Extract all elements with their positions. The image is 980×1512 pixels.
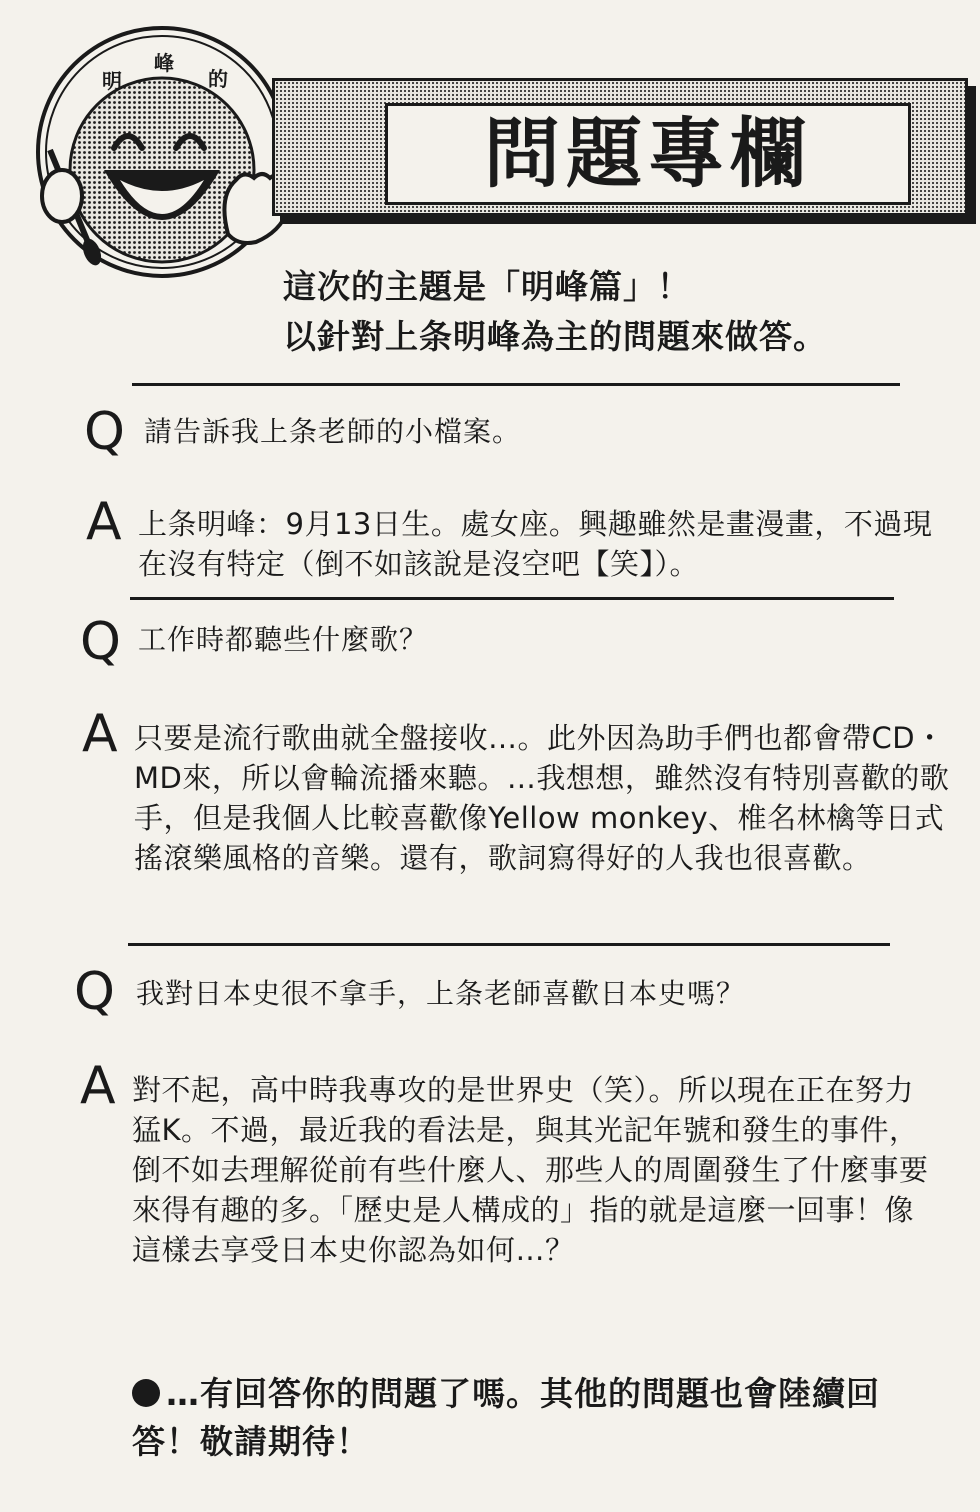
q-marker: Q [80,612,121,672]
q-marker: Q [74,962,115,1022]
question-2: 工作時都聽些什麼歌？ [138,623,429,656]
title-panel [385,103,911,205]
answer-2: 只要是流行歌曲就全盤接收…。此外因為助手們也都會帶CD・MD來，所以會輪流播來聽。…我想想，雖然沒有特別喜歡的歌手，但是我個人比較喜歡像Yellow monkey、椎名林檎等日式搖滾樂風格的音樂。還有，歌詞寫得好的人我也很喜歡。 [134,721,950,875]
intro-text [283,262,923,362]
title-banner [272,78,968,216]
closing-text: …有回答你的問題了嗎。其他的問題也會陸續回答！敬請期待！ [132,1374,880,1461]
intro-line-2: 以針對上条明峰為主的問題來做答。 [283,317,827,356]
badge-label-1: 明 [102,69,122,93]
badge-label-3: 的 [208,67,228,91]
divider [132,383,900,386]
mascot-badge [22,20,302,290]
answer-3: 對不起，高中時我專攻的是世界史（笑）。所以現在正在努力猛K。不過，最近我的看法是，與其光記年號和發生的事件，倒不如去理解從前有些什麼人、那些人的周圍發生了什麼事要來得有趣的多。「歷史是人構成的」指的就是這麼一回事！像這樣去享受日本史你認為如何…？ [132,1073,929,1267]
a-marker: A [86,492,122,552]
q-marker: Q [84,402,125,462]
smiley-mascot-icon [22,20,302,290]
a-marker: A [82,704,118,764]
divider [128,943,890,946]
badge-label-2: 峰 [154,51,174,75]
question-3: 我對日本史很不拿手，上条老師喜歡日本史嗎？ [136,977,746,1010]
closing-note [132,1370,892,1466]
page-title: 問題專欄 [484,109,812,198]
answer-1: 上条明峰：9月13日生。處女座。興趣雖然是畫漫畫，不過現在沒有特定（倒不如該說是沒空吧【笑】）。 [138,507,933,581]
question-1: 請告訴我上条老師的小檔案。 [144,415,522,448]
intro-line-1: 這次的主題是「明峰篇」！ [283,267,691,306]
divider [130,597,894,600]
a-marker: A [80,1056,116,1116]
bullet-dot-icon [132,1379,160,1407]
